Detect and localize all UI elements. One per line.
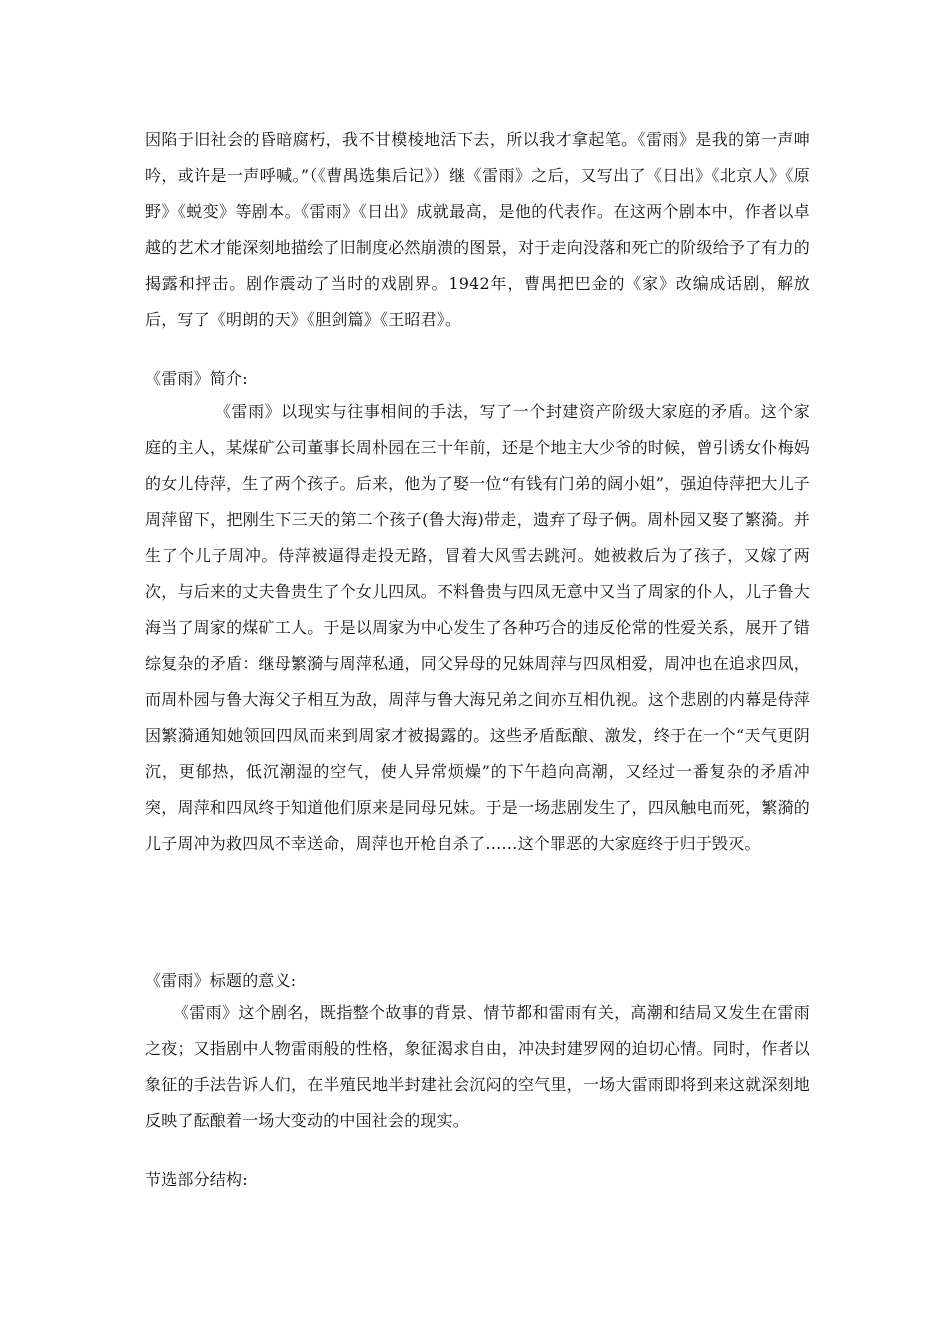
intro-continued-paragraph: 因陷于旧社会的昏暗腐朽，我不甘模棱地活下去，所以我才拿起笔。《雷雨》是我的第一声呻吟，或许是一声呼喊。”（《曹禺选集后记》）继《雷雨》之后，又写出了《日出》《北京人》《原野》《蜕变》等剧本。《雷雨》《日出》成就最高，是他的代表作。在这两个剧本中，作者以卓越的艺术才能深刻地描绘了旧制度必然崩溃的图景，对于走向没落和死亡的阶级给予了有力的揭露和抨击。剧作震动了当时的戏剧界。1942年，曹禺把巴金的《家》改编成话剧，解放后，写了《明朗的天》《胆剑篇》《王昭君》。	[145, 130, 810, 329]
title-meaning-heading: 《雷雨》标题的意义:	[145, 971, 297, 990]
summary-paragraph: 《雷雨》以现实与往事相间的手法，写了一个封建资产阶级大家庭的矛盾。这个家庭的主人，某煤矿公司董事长周朴园在三十年前，还是个地主大少爷的时候，曾引诱女仆梅妈的女儿侍萍，生了两个孩子。后来，他为了娶一位“有钱有门弟的阔小姐”，强迫侍萍把大儿子周萍留下，把刚生下三天的第二个孩子(鲁大海)带走，遗弃了母子俩。周朴园又娶了繁漪。并生了个儿子周冲。侍萍被逼得走投无路，冒着大风雪去跳河。她被救后为了孩子，又嫁了两次，与后来的丈夫鲁贵生了个女儿四凤。不料鲁贵与四凤无意中又当了周家的仆人，儿子鲁大海当了周家的煤矿工人。于是以周家为中心发生了各种巧合的违反伦常的性爱关系，展开了错综复杂的矛盾：继母繁漪与周萍私通，同父异母的兄妹周萍与四凤相爱，周冲也在追求四凤，而周朴园与鲁大海父子相互为敌，周萍与鲁大海兄弟之间亦互相仇视。这个悲剧的内幕是侍萍因繁漪通知她领回四凤而来到周家才被揭露的。这些矛盾酝酿、激发，终于在一个“天气更阴沉，更郁热，低沉潮湿的空气，使人异常烦燥”的下午趋向高潮，又经过一番复杂的矛盾冲突，周萍和四凤终于知道他们原来是同母兄妹。于是一场悲剧发生了，四凤触电而死，繁漪的儿子周冲为救四凤不幸送命，周萍也开枪自杀了……这个罪恶的大家庭终于归于毁灭。	[145, 402, 810, 853]
summary-heading: 《雷雨》简介:	[145, 369, 248, 388]
excerpt-structure-heading: 节选部分结构:	[145, 1170, 248, 1189]
title-meaning-paragraph: 《雷雨》这个剧名，既指整个故事的背景、情节都和雷雨有关，高潮和结局又发生在雷雨之夜；又指剧中人物雷雨般的性格，象征渴求自由，冲决封建罗网的迫切心情。同时，作者以象征的手法告诉人们，在半殖民地半封建社会沉闷的空气里，一场大雷雨即将到来这就深刻地反映了酝酿着一场大变动的中国社会的现实。	[145, 1003, 810, 1130]
